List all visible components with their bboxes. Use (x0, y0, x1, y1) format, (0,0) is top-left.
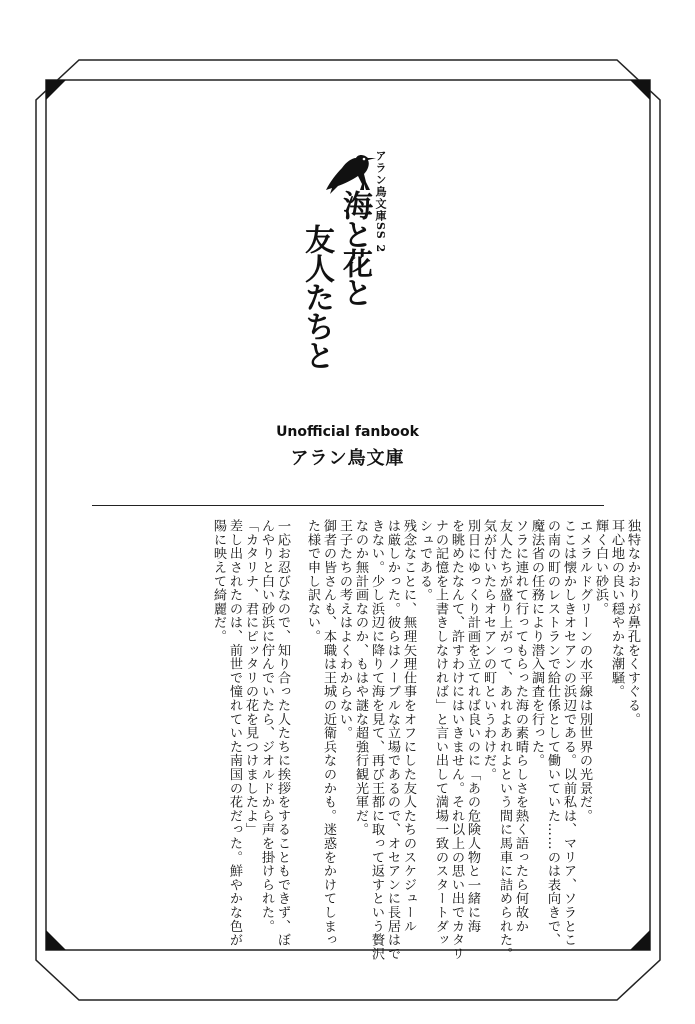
series-label: アラン鳥文庫SS 2 (374, 150, 387, 254)
story-line: 別日にゆっくり計画を立てれば良いのに「あの危険人物と一緒に海 (465, 519, 480, 933)
story-line: 気が付いたらオセアンの町というわけだ。 (481, 519, 496, 782)
story-line: た様で申し訳ない。 (305, 519, 320, 644)
title-line-2: 友人たちと (299, 224, 334, 369)
story-line: ここは懐かしきオセアンの浜辺である。以前私は、マリア、ソラとこ (561, 519, 576, 947)
story-line: 耳心地の良い穏やかな潮騒。 (609, 519, 624, 699)
story-line: 「カタリナ、君にピッタリの花を見つけましたよ」 (243, 519, 258, 837)
story-line: 友人たちが盛り上がって、あれよあれよという間に馬車に詰められた。 (497, 519, 512, 961)
publisher-label: アラン鳥文庫 (290, 448, 405, 469)
story-line: 御者の皆さんも、本職は王城の近衛兵なのかも。迷惑をかけてしまっ (321, 519, 336, 947)
story-line: は厳しかった。彼らはノーブルな立場であるので、オセアンに長居はで (385, 519, 400, 961)
subtitle: Unofficial fanbook (276, 424, 419, 440)
story-line: の南の町のレストランで給仕係として働いていた……のは表向きで、 (545, 519, 560, 947)
story-line: 独特なかおりが鼻孔をくすぐる。 (625, 519, 640, 726)
paragraph-gap (290, 519, 304, 939)
story-line: を眺めたなんて、許すわけにはいきません。それ以上の思い出でカタリ (449, 519, 464, 961)
divider (92, 505, 604, 506)
story-line: ナの記憶を上書きしなければ」と言い出して満場一致のスタートダッ (433, 519, 448, 947)
story-line: ソラに連れて行ってもらった海の素晴らしさを熱く語ったら何故か (513, 519, 528, 933)
story-line: 差し出されたのは、前世で憧れていた南国の花だった。鮮やかな色が (227, 519, 242, 947)
story-line: んやりと白い砂浜に佇んでいたら、ジオルドから声を掛けられた。 (259, 519, 274, 933)
corner-top-right (630, 80, 650, 100)
story-line: 輝く白い砂浜。 (593, 519, 608, 616)
story-line: 残念なことに、無理矢理仕事をオフにした友人たちのスケジュール (401, 519, 416, 933)
corner-bottom-left (46, 930, 66, 950)
story-line: 一応お忍びなので、知り合った人たちに挨拶をすることもできず、ぼ (275, 519, 290, 947)
story-line: エメラルドグリーンの水平線は別世界の光景だ。 (577, 519, 592, 823)
story-line: 魔法省の任務により潜入調査を行った。 (529, 519, 544, 768)
story-line: きない。少し浜辺に降りて海を見て、再び王都に取って返すという贅沢 (369, 519, 384, 961)
title-line-1: 海と花と (337, 190, 372, 306)
corner-top-left (46, 80, 66, 100)
story-line: 王子たちの考えはよくわからない。 (337, 519, 352, 740)
story-line: シュである。 (417, 519, 432, 602)
story-line: 陽に映えて綺麗だ。 (211, 519, 226, 644)
story-line: なのか無計画なのか、もはや謎な超強行観光軍だ。 (353, 519, 368, 837)
story-body (88, 519, 640, 961)
